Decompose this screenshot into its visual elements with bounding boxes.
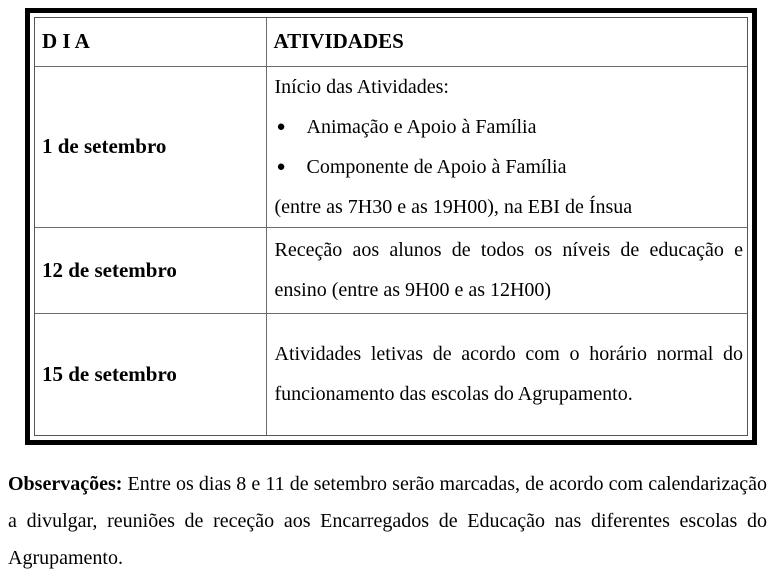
activities-text: Receção aos alunos de todos os níveis de educação e ensino (entre as 9H00 e as 12H00): [274, 239, 743, 301]
activities-intro: Início das Atividades:: [274, 75, 449, 98]
day-cell-12-setembro: 12 de setembro: [35, 227, 266, 313]
activities-cell: [266, 66, 747, 227]
activities-text: Atividades letivas de acordo com o horário normal do funcionamento das escolas do Agrupamento.: [274, 343, 743, 406]
table-header-row: [35, 18, 747, 66]
activities-cell: [266, 227, 747, 313]
day-cell-1-setembro: 1 de setembro: [35, 66, 266, 227]
header-cell-dia: D I A: [35, 18, 266, 66]
observations-text: Entre os dias 8 e 11 de setembro serão marcadas, de acordo com calendarização a divulgar, reuniões de receção aos Encarregados de Educação nas diferentes escolas do Agrupamento.: [8, 473, 767, 569]
bullet-icon: ●: [276, 118, 286, 135]
bullet-item-label: Animação e Apoio à Família: [306, 115, 537, 138]
schedule-table: [35, 18, 747, 435]
observations-label: Observações:: [8, 473, 123, 495]
schedule-table-inner-frame: [34, 17, 748, 436]
table-row: [35, 66, 747, 227]
bullet-icon: ●: [276, 158, 286, 175]
day-cell-15-setembro: 15 de setembro: [35, 313, 266, 435]
schedule-table-frame: [25, 8, 757, 445]
observations-paragraph: [8, 466, 767, 576]
list-item: [275, 107, 744, 147]
activities-outro: (entre as 7H30 e as 19H00), na EBI de Ínsua: [274, 195, 633, 218]
bullet-item-label: Componente de Apoio à Família: [306, 155, 567, 178]
table-row: [35, 313, 747, 435]
table-row: [35, 227, 747, 313]
activities-cell: [266, 313, 747, 435]
header-cell-atividades: ATIVIDADES: [266, 18, 747, 66]
list-item: [275, 147, 744, 187]
